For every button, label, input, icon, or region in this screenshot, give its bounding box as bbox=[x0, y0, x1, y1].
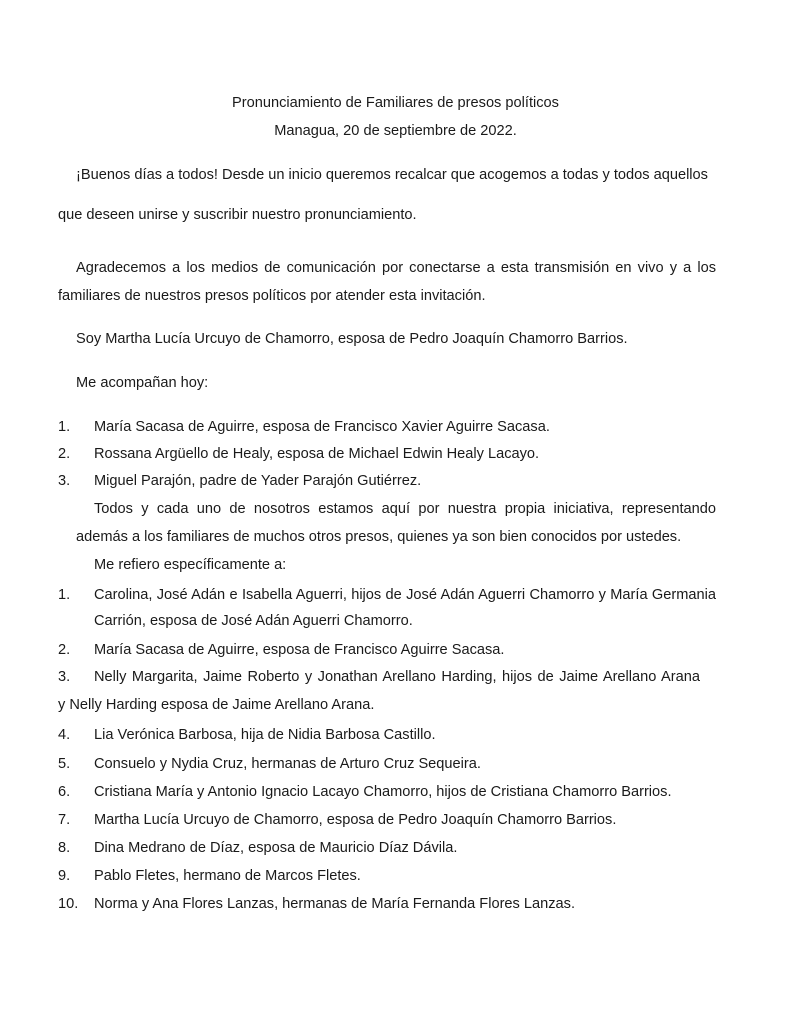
refer-heading: Me refiero específicamente a: bbox=[94, 557, 287, 573]
list-item: Carolina, José Adán e Isabella Aguerri, hijos de José Adán Aguerri Chamorro y María Germania bbox=[94, 587, 716, 603]
list-item: Martha Lucía Urcuyo de Chamorro, esposa de Pedro Joaquín Chamorro Barrios. bbox=[94, 812, 617, 828]
list-item: Dina Medrano de Díaz, esposa de Mauricio Díaz Dávila. bbox=[94, 840, 458, 856]
place-date: Managua, 20 de septiembre de 2022. bbox=[274, 123, 517, 139]
list-item-number: 8. bbox=[58, 840, 71, 856]
list-item-number: 3. bbox=[58, 669, 71, 685]
list-item: Nelly Margarita, Jaime Roberto y Jonathan Arellano Harding, hijos de Jaime Arellano Arana bbox=[94, 669, 700, 685]
thanks-line-1: Agradecemos a los medios de comunicación por conectarse a esta transmisión en vivo y a los bbox=[76, 260, 716, 276]
list-item-number: 6. bbox=[58, 784, 71, 800]
list-item-number: 10. bbox=[58, 896, 79, 912]
list-item-number: 3. bbox=[58, 473, 71, 489]
list-item-number: 1. bbox=[58, 587, 71, 603]
list-item-number: 1. bbox=[58, 419, 71, 435]
list-item: María Sacasa de Aguirre, esposa de Francisco Aguirre Sacasa. bbox=[94, 642, 505, 658]
greeting-line-1: ¡Buenos días a todos! Desde un inicio queremos recalcar que acogemos a todas y todos aquellos bbox=[76, 167, 708, 183]
list-item-number: 5. bbox=[58, 756, 71, 772]
list-item-number: 2. bbox=[58, 446, 71, 462]
thanks-line-2: familiares de nuestros presos políticos por atender esta invitación. bbox=[58, 288, 486, 304]
list-item-number: 7. bbox=[58, 812, 71, 828]
list-item: María Sacasa de Aguirre, esposa de Francisco Xavier Aguirre Sacasa. bbox=[94, 419, 550, 435]
list-item: Norma y Ana Flores Lanzas, hermanas de María Fernanda Flores Lanzas. bbox=[94, 896, 576, 912]
speaker-intro: Soy Martha Lucía Urcuyo de Chamorro, esposa de Pedro Joaquín Chamorro Barrios. bbox=[76, 331, 628, 347]
list-item: Cristiana María y Antonio Ignacio Lacayo Chamorro, hijos de Cristiana Chamorro Barrios. bbox=[94, 784, 672, 800]
list-item: Lia Verónica Barbosa, hija de Nidia Barbosa Castillo. bbox=[94, 727, 436, 743]
greeting-line-2: que deseen unirse y suscribir nuestro pronunciamiento. bbox=[58, 207, 417, 223]
list-item-continuation: Carrión, esposa de José Adán Aguerri Chamorro. bbox=[94, 613, 413, 629]
list-item: Pablo Fletes, hermano de Marcos Fletes. bbox=[94, 868, 361, 884]
initiative-line-2: además a los familiares de muchos otros presos, quienes ya son bien conocidos por ustedes. bbox=[76, 529, 682, 545]
list-item: Miguel Parajón, padre de Yader Parajón Gutiérrez. bbox=[94, 473, 422, 489]
document-title: Pronunciamiento de Familiares de presos políticos bbox=[232, 95, 559, 111]
list-item-continuation: y Nelly Harding esposa de Jaime Arellano Arana. bbox=[58, 697, 375, 713]
list-item-number: 9. bbox=[58, 868, 71, 884]
list-item-number: 4. bbox=[58, 727, 71, 743]
accompany-heading: Me acompañan hoy: bbox=[76, 375, 209, 391]
list-item: Consuelo y Nydia Cruz, hermanas de Arturo Cruz Sequeira. bbox=[94, 756, 481, 772]
initiative-line-1: Todos y cada uno de nosotros estamos aquí por nuestra propia iniciativa, representando bbox=[94, 501, 716, 517]
list-item-number: 2. bbox=[58, 642, 71, 658]
list-item: Rossana Argüello de Healy, esposa de Michael Edwin Healy Lacayo. bbox=[94, 446, 540, 462]
